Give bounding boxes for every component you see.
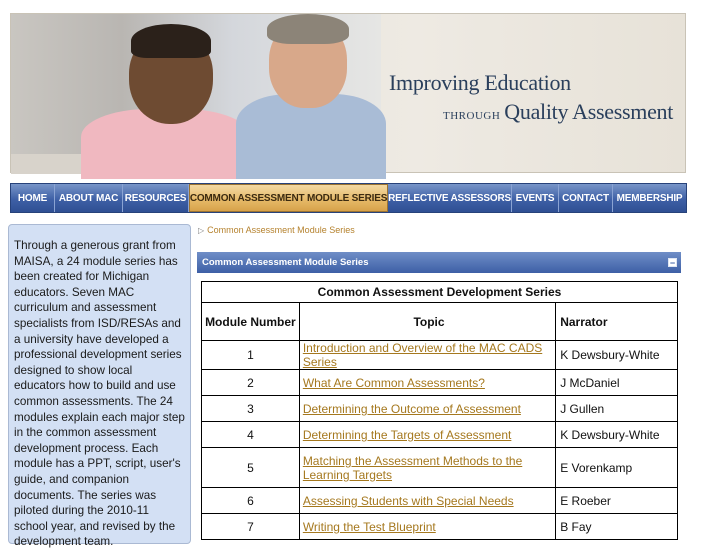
photo-student-hair	[131, 24, 211, 58]
topic-cell	[299, 514, 555, 540]
topic-link[interactable]: Assessing Students with Special Needs	[302, 493, 514, 508]
topic-link[interactable]: Determining the Outcome of Assessment	[302, 401, 521, 416]
table-row	[202, 370, 678, 396]
module-number: 7	[202, 514, 300, 540]
tagline-line2	[443, 99, 673, 125]
header-narrator: Narrator	[556, 303, 678, 341]
sidebar-intro-text: Through a generous grant from MAISA, a 24 module series has been created for Michigan educators. Seven MAC curriculum and assessment specialists from ISD/RESAs and a university have developed a professional development series designed to show local educators how to build and use common assessments. The 24 modules explain each major step in the common assessment development process. Each module has a PPT, script, user's guide, and companion documents. The series was piloted during the 2010-11 school year, and revised by the development team.	[14, 239, 185, 549]
table-row	[202, 396, 678, 422]
header-module-number: Module Number	[202, 303, 300, 341]
topic-link[interactable]: Matching the Assessment Methods to the Learning Targets	[302, 453, 523, 482]
narrator: B Fay	[556, 514, 678, 540]
photo-teacher-hair	[267, 14, 349, 44]
tagline-quality-assessment: Quality Assessment	[504, 99, 674, 124]
topic-link[interactable]: Writing the Test Blueprint	[302, 519, 436, 534]
breadcrumb-link[interactable]: Common Assessment Module Series	[207, 225, 355, 235]
table-row	[202, 448, 678, 488]
narrator: E Vorenkamp	[556, 448, 678, 488]
table-row	[202, 422, 678, 448]
module-series-table	[201, 281, 678, 540]
module-number: 4	[202, 422, 300, 448]
topic-link[interactable]: What Are Common Assessments?	[302, 375, 485, 390]
panel-title: Common Assessment Module Series	[202, 257, 369, 268]
narrator: J McDaniel	[556, 370, 678, 396]
module-number: 1	[202, 341, 300, 370]
nav-about-mac[interactable]: ABOUT MAC	[55, 184, 123, 212]
module-number: 2	[202, 370, 300, 396]
narrator: K Dewsbury-White	[556, 341, 678, 370]
topic-cell	[299, 422, 555, 448]
tagline-line1: Improving Education	[389, 70, 571, 95]
nav-home[interactable]: HOME	[11, 184, 55, 212]
nav-reflective-assessors[interactable]: REFLECTIVE ASSESSORS	[388, 184, 512, 212]
table-header-row	[202, 303, 678, 341]
narrator: J Gullen	[556, 396, 678, 422]
banner-photo	[11, 14, 381, 174]
tagline-through: THROUGH	[443, 110, 501, 122]
panel-header	[197, 252, 681, 273]
topic-cell	[299, 370, 555, 396]
sidebar-intro-box	[8, 224, 191, 549]
main-nav	[10, 183, 687, 213]
nav-contact[interactable]: CONTACT	[559, 184, 613, 212]
collapse-icon[interactable]: −	[669, 258, 676, 268]
narrator: K Dewsbury-White	[556, 422, 678, 448]
module-number: 3	[202, 396, 300, 422]
nav-common-assessment-module-series[interactable]: COMMON ASSESSMENT MODULE SERIES	[189, 184, 388, 212]
header-topic: Topic	[299, 303, 555, 341]
topic-cell	[299, 396, 555, 422]
table-caption-row	[202, 282, 678, 303]
table-caption: Common Assessment Development Series	[202, 282, 678, 303]
nav-events[interactable]: EVENTS	[512, 184, 559, 212]
topic-cell	[299, 448, 555, 488]
header-banner	[10, 13, 686, 173]
table-row	[202, 341, 678, 370]
breadcrumb	[198, 225, 355, 235]
table-row	[202, 488, 678, 514]
table-row	[202, 514, 678, 540]
topic-link[interactable]: Determining the Targets of Assessment	[302, 427, 512, 442]
topic-cell	[299, 341, 555, 370]
module-number: 6	[202, 488, 300, 514]
topic-cell	[299, 488, 555, 514]
topic-link[interactable]: Introduction and Overview of the MAC CADS Series	[302, 341, 543, 369]
narrator: E Roeber	[556, 488, 678, 514]
breadcrumb-arrow-icon: ▷	[198, 225, 205, 235]
nav-membership[interactable]: MEMBERSHIP	[616, 192, 683, 204]
nav-resources[interactable]: RESOURCES	[123, 184, 189, 212]
module-number: 5	[202, 448, 300, 488]
